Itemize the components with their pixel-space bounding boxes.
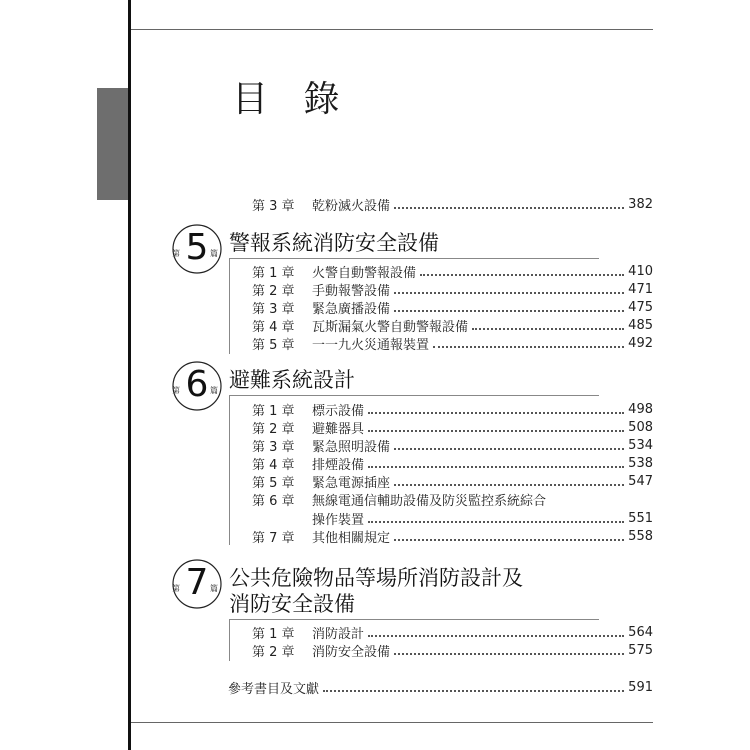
chapter-title: 消防設計 — [312, 626, 365, 642]
chapter-title: 瓦斯漏氣火警自動警報設備 — [312, 319, 469, 335]
part-title-line-2: 消防安全設備 — [229, 592, 355, 616]
toc-entry[interactable] — [252, 623, 653, 641]
leader-dots — [323, 689, 624, 692]
page-number: 485 — [628, 317, 653, 333]
leader-dots — [433, 345, 624, 348]
page-number: 382 — [628, 196, 653, 212]
leader-dots — [368, 465, 624, 468]
chapter-number: 第 2 章 — [252, 283, 295, 299]
toc-entry[interactable] — [252, 436, 653, 454]
page-number: 575 — [628, 642, 653, 658]
leader-dots — [394, 206, 624, 209]
part-badge — [170, 222, 224, 276]
part-title: 避難系統設計 — [229, 368, 355, 392]
part-badge — [170, 557, 224, 611]
page-number: 551 — [628, 510, 653, 526]
chapter-number: 第 4 章 — [252, 457, 295, 473]
chapter-title: 其他相關規定 — [312, 530, 391, 546]
toc-entry[interactable] — [252, 527, 653, 545]
toc-entry[interactable] — [252, 454, 653, 472]
leader-dots — [420, 273, 624, 276]
section-tab — [97, 88, 128, 200]
part-vrule — [229, 258, 230, 354]
chapter-title: 緊急電源插座 — [312, 475, 391, 491]
page-number: 475 — [628, 299, 653, 315]
toc-entry[interactable] — [252, 418, 653, 436]
chapter-number: 第 2 章 — [252, 421, 295, 437]
toc-entry[interactable] — [252, 472, 653, 490]
chapter-number: 第 3 章 — [252, 301, 295, 317]
top-rule — [131, 29, 653, 30]
page-title: 目 錄 — [232, 79, 352, 120]
toc-entry-continued[interactable] — [252, 509, 653, 527]
chapter-title-continued: 操作裝置 — [312, 512, 365, 528]
chapter-title: 乾粉滅火設備 — [312, 198, 391, 214]
page-number: 471 — [628, 281, 653, 297]
leader-dots — [368, 634, 624, 637]
part-prefix: 第 — [172, 386, 180, 395]
leader-dots — [394, 483, 624, 486]
part-vrule — [229, 395, 230, 545]
leader-dots — [394, 291, 624, 294]
part-number: 7 — [185, 562, 209, 603]
part-suffix: 篇 — [210, 584, 218, 593]
chapter-number: 第 6 章 — [252, 493, 295, 509]
part-vrule — [229, 619, 230, 661]
chapter-number: 第 2 章 — [252, 644, 295, 660]
page-number: 508 — [628, 419, 653, 435]
chapter-number: 第 1 章 — [252, 626, 295, 642]
part-rule — [229, 619, 599, 620]
toc-entry[interactable] — [252, 334, 653, 352]
part-suffix: 篇 — [210, 386, 218, 395]
toc-entry[interactable] — [252, 316, 653, 334]
chapter-number: 第 3 章 — [252, 439, 295, 455]
chapter-number: 第 1 章 — [252, 265, 295, 281]
leader-dots — [472, 327, 624, 330]
toc-entry[interactable] — [252, 641, 653, 659]
page-number: 558 — [628, 528, 653, 544]
chapter-number: 第 7 章 — [252, 530, 295, 546]
part-suffix: 篇 — [210, 249, 218, 258]
part-number: 5 — [185, 227, 209, 268]
leader-dots — [368, 520, 624, 523]
page-number: 564 — [628, 624, 653, 640]
part-prefix: 第 — [172, 249, 180, 258]
chapter-number: 第 5 章 — [252, 475, 295, 491]
toc-entry[interactable] — [252, 280, 653, 298]
part-rule — [229, 258, 599, 259]
page-number: 498 — [628, 401, 653, 417]
chapter-title: 緊急照明設備 — [312, 439, 391, 455]
leader-dots — [394, 447, 624, 450]
chapter-title: 避難器具 — [312, 421, 365, 437]
leader-dots — [394, 652, 624, 655]
leader-dots — [368, 429, 624, 432]
chapter-title: 緊急廣播設備 — [312, 301, 391, 317]
part-title: 警報系統消防安全設備 — [229, 231, 439, 255]
chapter-number: 第 4 章 — [252, 319, 295, 335]
toc-entry[interactable] — [252, 262, 653, 280]
chapter-title: 無線電通信輔助設備及防災監控系統綜合 — [312, 493, 547, 509]
page-number: 410 — [628, 263, 653, 279]
page-number: 534 — [628, 437, 653, 453]
chapter-number: 第 1 章 — [252, 403, 295, 419]
part-rule — [229, 395, 599, 396]
back-matter-title: 參考書目及文獻 — [228, 681, 320, 697]
chapter-title: 標示設備 — [312, 403, 365, 419]
bottom-rule — [131, 722, 653, 723]
page-number: 538 — [628, 455, 653, 471]
toc-entry[interactable] — [252, 298, 653, 316]
part-badge — [170, 359, 224, 413]
chapter-number: 第 3 章 — [252, 198, 295, 214]
page-spine-line — [128, 0, 131, 750]
chapter-title: 一一九火災通報裝置 — [312, 337, 430, 353]
part-number: 6 — [185, 364, 209, 405]
leader-dots — [394, 309, 624, 312]
chapter-title: 排煙設備 — [312, 457, 365, 473]
toc-entry[interactable] — [252, 195, 653, 213]
leader-dots — [394, 538, 624, 541]
chapter-number: 第 5 章 — [252, 337, 295, 353]
leader-dots — [368, 411, 624, 414]
page-number: 547 — [628, 473, 653, 489]
toc-entry[interactable] — [252, 400, 653, 418]
chapter-title: 火警自動警報設備 — [312, 265, 417, 281]
chapter-title: 手動報警設備 — [312, 283, 391, 299]
toc-entry-back-matter[interactable] — [228, 678, 653, 696]
page-number: 591 — [628, 679, 653, 695]
chapter-title: 消防安全設備 — [312, 644, 391, 660]
toc-entry[interactable] — [252, 490, 653, 508]
page-number: 492 — [628, 335, 653, 351]
part-prefix: 第 — [172, 584, 180, 593]
part-title-line-1: 公共危險物品等場所消防設計及 — [229, 566, 523, 590]
